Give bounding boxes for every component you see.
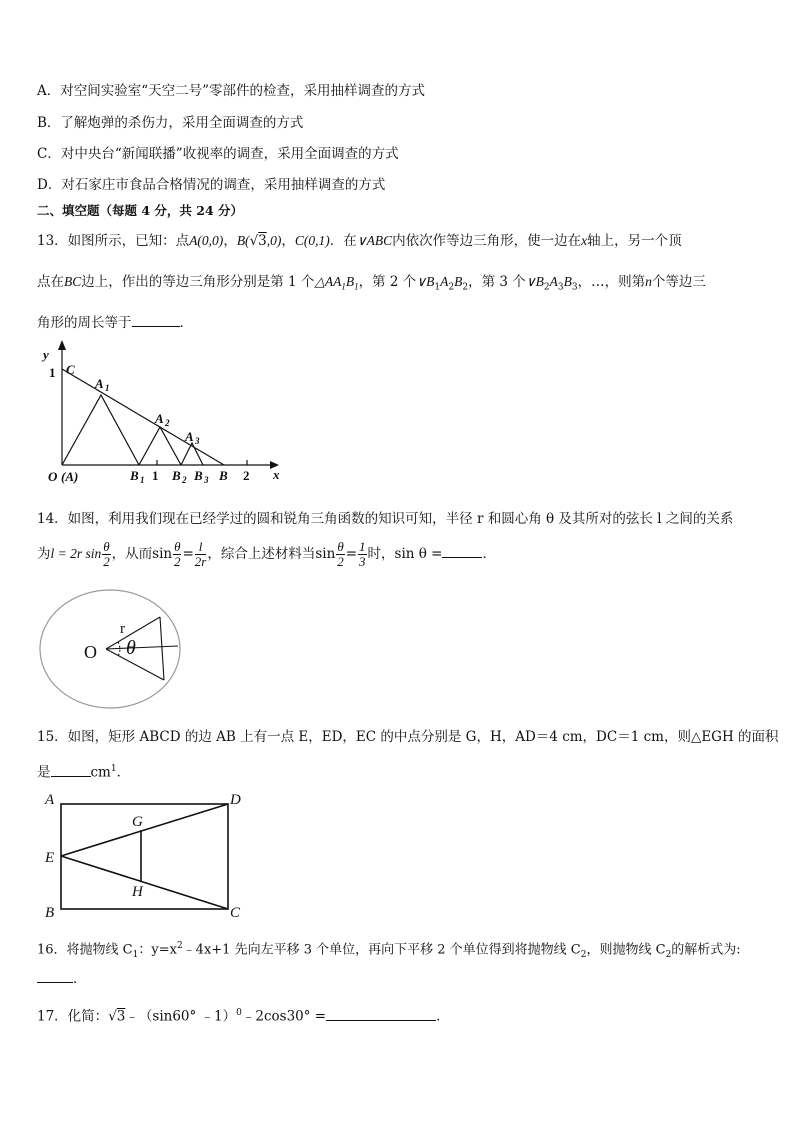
q17-line bbox=[37, 1004, 450, 1026]
q17-text: ﹣（sin60° ﹣1） bbox=[125, 1008, 237, 1025]
label-c: C bbox=[230, 905, 241, 921]
point-b-open: B( bbox=[236, 233, 250, 248]
option-c: C．对中央台“新闻联播”收视率的调查，采用全面调查的方式 bbox=[37, 146, 399, 162]
frac-den: 2 bbox=[174, 554, 181, 569]
q16-sup: 2 bbox=[176, 941, 183, 951]
label-r: r bbox=[120, 621, 125, 637]
tri3-sub: 3 bbox=[571, 282, 578, 293]
q13-text: ． bbox=[179, 315, 193, 331]
q15-text: ． bbox=[116, 764, 131, 781]
segment-ed bbox=[61, 804, 228, 856]
q14-text: 为 bbox=[37, 546, 51, 562]
frac-den: 2 bbox=[337, 554, 344, 569]
q17-text: 17．化简： bbox=[37, 1008, 109, 1025]
label-a3: A bbox=[185, 429, 194, 444]
label-b1: B bbox=[130, 468, 139, 483]
q16-text: ． bbox=[73, 971, 87, 987]
q15-text: 是 bbox=[37, 764, 51, 781]
q17-radicand: 3 bbox=[116, 1008, 126, 1025]
q13-text: 边上，作出的等边三角形分别是第 1 个 bbox=[81, 274, 315, 290]
tri3: ∨B bbox=[525, 274, 544, 289]
var-x: x bbox=[581, 233, 588, 248]
triangle-abc: ∨ABC bbox=[356, 233, 393, 248]
q13-sep: ， bbox=[223, 233, 237, 249]
tri2: ∨B bbox=[416, 274, 435, 289]
q17-sup: 0 bbox=[236, 1008, 242, 1018]
segment-bc: BC bbox=[64, 274, 82, 289]
q13-text: ．在 bbox=[329, 233, 357, 249]
label-one-y: 1 bbox=[49, 365, 56, 380]
q13-text: ，第 3 个 bbox=[468, 274, 526, 290]
label-b3-sub: 3 bbox=[204, 475, 209, 485]
frac-den: 2r bbox=[194, 554, 207, 569]
tri2-sub: 1 bbox=[434, 282, 441, 293]
label-a3-sub: 3 bbox=[195, 436, 200, 446]
q14-text: ，综合上述材料当 bbox=[207, 546, 316, 562]
q13-text: ，第 2 个 bbox=[358, 274, 417, 290]
eq-sign: = bbox=[182, 546, 194, 562]
label-a2: A bbox=[155, 411, 164, 426]
frac-den: 2 bbox=[103, 554, 110, 569]
frac-num: θ bbox=[337, 539, 344, 554]
label-d: D bbox=[230, 792, 241, 808]
q13-text: 角形的周长等于 bbox=[37, 315, 132, 331]
frac-num: θ bbox=[103, 539, 110, 554]
point-b-radicand: 3 bbox=[258, 233, 267, 249]
q13-text: 13．如图所示，已知：点 bbox=[37, 233, 190, 249]
q16-text: 的解析式为: bbox=[671, 942, 741, 958]
label-x: x bbox=[273, 467, 280, 482]
q15-unit: cm bbox=[90, 764, 111, 781]
label-c: C bbox=[66, 362, 75, 377]
var-n: n bbox=[645, 274, 652, 289]
tri1-b: B bbox=[345, 274, 355, 289]
frac-num: 1 bbox=[359, 539, 366, 554]
sqrt-sign: √ bbox=[108, 1008, 117, 1025]
label-o: O bbox=[48, 469, 58, 484]
frac-den: 3 bbox=[359, 554, 366, 569]
label-g: G bbox=[132, 814, 143, 830]
sqrt-sign: √ bbox=[249, 233, 259, 249]
label-a: A bbox=[45, 792, 55, 808]
q15-line-1: 15．如图，矩形 ABCD 的边 AB 上有一点 E，ED，EC 的中点分别是 G，H，AD＝4 cm，DC＝1 cm，则△EGH 的面积 bbox=[37, 729, 779, 745]
option-b: B．了解炮弹的杀伤力，采用全面调查的方式 bbox=[37, 115, 304, 131]
tri3-a: A bbox=[549, 274, 558, 289]
tick-label-1: 1 bbox=[152, 468, 159, 483]
q13-text: 内依次作等边三角形，使一边在 bbox=[392, 233, 582, 249]
label-a1: A bbox=[95, 376, 104, 391]
eq-chord: l = 2r sin bbox=[50, 546, 102, 561]
tri2-a: A bbox=[440, 274, 449, 289]
q13-text: 个等边三 bbox=[651, 274, 706, 290]
answer-blank[interactable] bbox=[37, 968, 73, 983]
label-b2-sub: 2 bbox=[182, 475, 187, 485]
tri2-b: B bbox=[454, 274, 463, 289]
option-d: D．对石家庄市食品合格情况的调查，采用抽样调查的方式 bbox=[37, 177, 386, 193]
label-b: B bbox=[45, 905, 55, 921]
tri3-sub: 3 bbox=[557, 282, 564, 293]
frac-num: θ bbox=[174, 539, 181, 554]
label-b2: B bbox=[172, 468, 181, 483]
q16-sub: 2 bbox=[665, 949, 672, 960]
q16-text: ﹣4x+1 先向左平移 3 个单位，再向下平移 2 个单位得到将抛物线 C bbox=[182, 942, 581, 958]
q16-line-2 bbox=[37, 968, 87, 988]
tri3-sub: 2 bbox=[543, 282, 550, 293]
label-e: E bbox=[45, 850, 55, 866]
q17-text: ﹣2cos30° = bbox=[241, 1008, 327, 1025]
q16-text: ，则抛物线 C bbox=[586, 942, 666, 958]
q16-line-1 bbox=[37, 937, 741, 964]
answer-blank[interactable] bbox=[326, 1006, 436, 1021]
label-a2-sub: 2 bbox=[165, 418, 170, 428]
point-a: A(0,0) bbox=[189, 233, 224, 248]
q13-text: ，…，则第 bbox=[577, 274, 646, 290]
q16-text: 16．将抛物线 C bbox=[37, 942, 133, 958]
frac-num: l bbox=[195, 540, 207, 555]
label-b1-sub: 1 bbox=[140, 475, 145, 485]
q17-text: ． bbox=[436, 1008, 450, 1025]
rectangle bbox=[61, 804, 228, 909]
label-y: y bbox=[43, 347, 49, 362]
q16-text: ：y=x bbox=[138, 942, 177, 958]
tri2-sub: 2 bbox=[462, 282, 469, 293]
point-c: C(0,1) bbox=[294, 233, 330, 248]
label-a1-sub: 1 bbox=[105, 383, 110, 393]
eq-sin: sin bbox=[315, 546, 336, 562]
tri1: △AA bbox=[314, 274, 342, 289]
eq-sin-theta: sin θ = bbox=[394, 546, 443, 562]
segment-ec bbox=[61, 856, 228, 909]
q14-text: ． bbox=[482, 546, 496, 562]
tri2-sub: 2 bbox=[448, 282, 455, 293]
tri1-sub: 1 bbox=[341, 281, 346, 292]
q13-text: 点在 bbox=[37, 274, 64, 290]
section-heading: 二、填空题（每题 4 分，共 24 分） bbox=[37, 203, 244, 218]
q13-text: 轴上，另一个顶 bbox=[587, 233, 682, 249]
eq-sin: sin bbox=[152, 546, 173, 562]
label-b: B bbox=[219, 468, 228, 483]
q15-sup: 1 bbox=[110, 764, 117, 774]
option-a: A．对空间实验室“天空二号”零部件的检查，采用抽样调查的方式 bbox=[37, 83, 426, 99]
q14-text: ，从而 bbox=[111, 546, 153, 562]
label-o: O bbox=[84, 642, 97, 662]
eq-sign: = bbox=[345, 546, 358, 562]
q14-text: 时， bbox=[367, 546, 395, 562]
label-h: H bbox=[132, 884, 143, 900]
label-a-origin: (A) bbox=[61, 469, 79, 484]
tri1-b-sub: 1 bbox=[354, 281, 359, 292]
tick-label-2: 2 bbox=[243, 468, 250, 483]
q13-sep: ， bbox=[281, 233, 295, 249]
tri3-b: B bbox=[563, 274, 572, 289]
q16-sub: 2 bbox=[580, 949, 587, 960]
q16-sub: 1 bbox=[132, 949, 139, 960]
q14-line-1: 14．如图，利用我们现在已经学过的圆和锐角三角函数的知识可知，半径 r 和圆心角 θ 及其所对的弦长 l 之间的关系 bbox=[37, 511, 734, 527]
point-b-close: ,0) bbox=[266, 233, 282, 248]
label-theta: θ bbox=[126, 637, 136, 659]
label-b3: B bbox=[194, 468, 203, 483]
